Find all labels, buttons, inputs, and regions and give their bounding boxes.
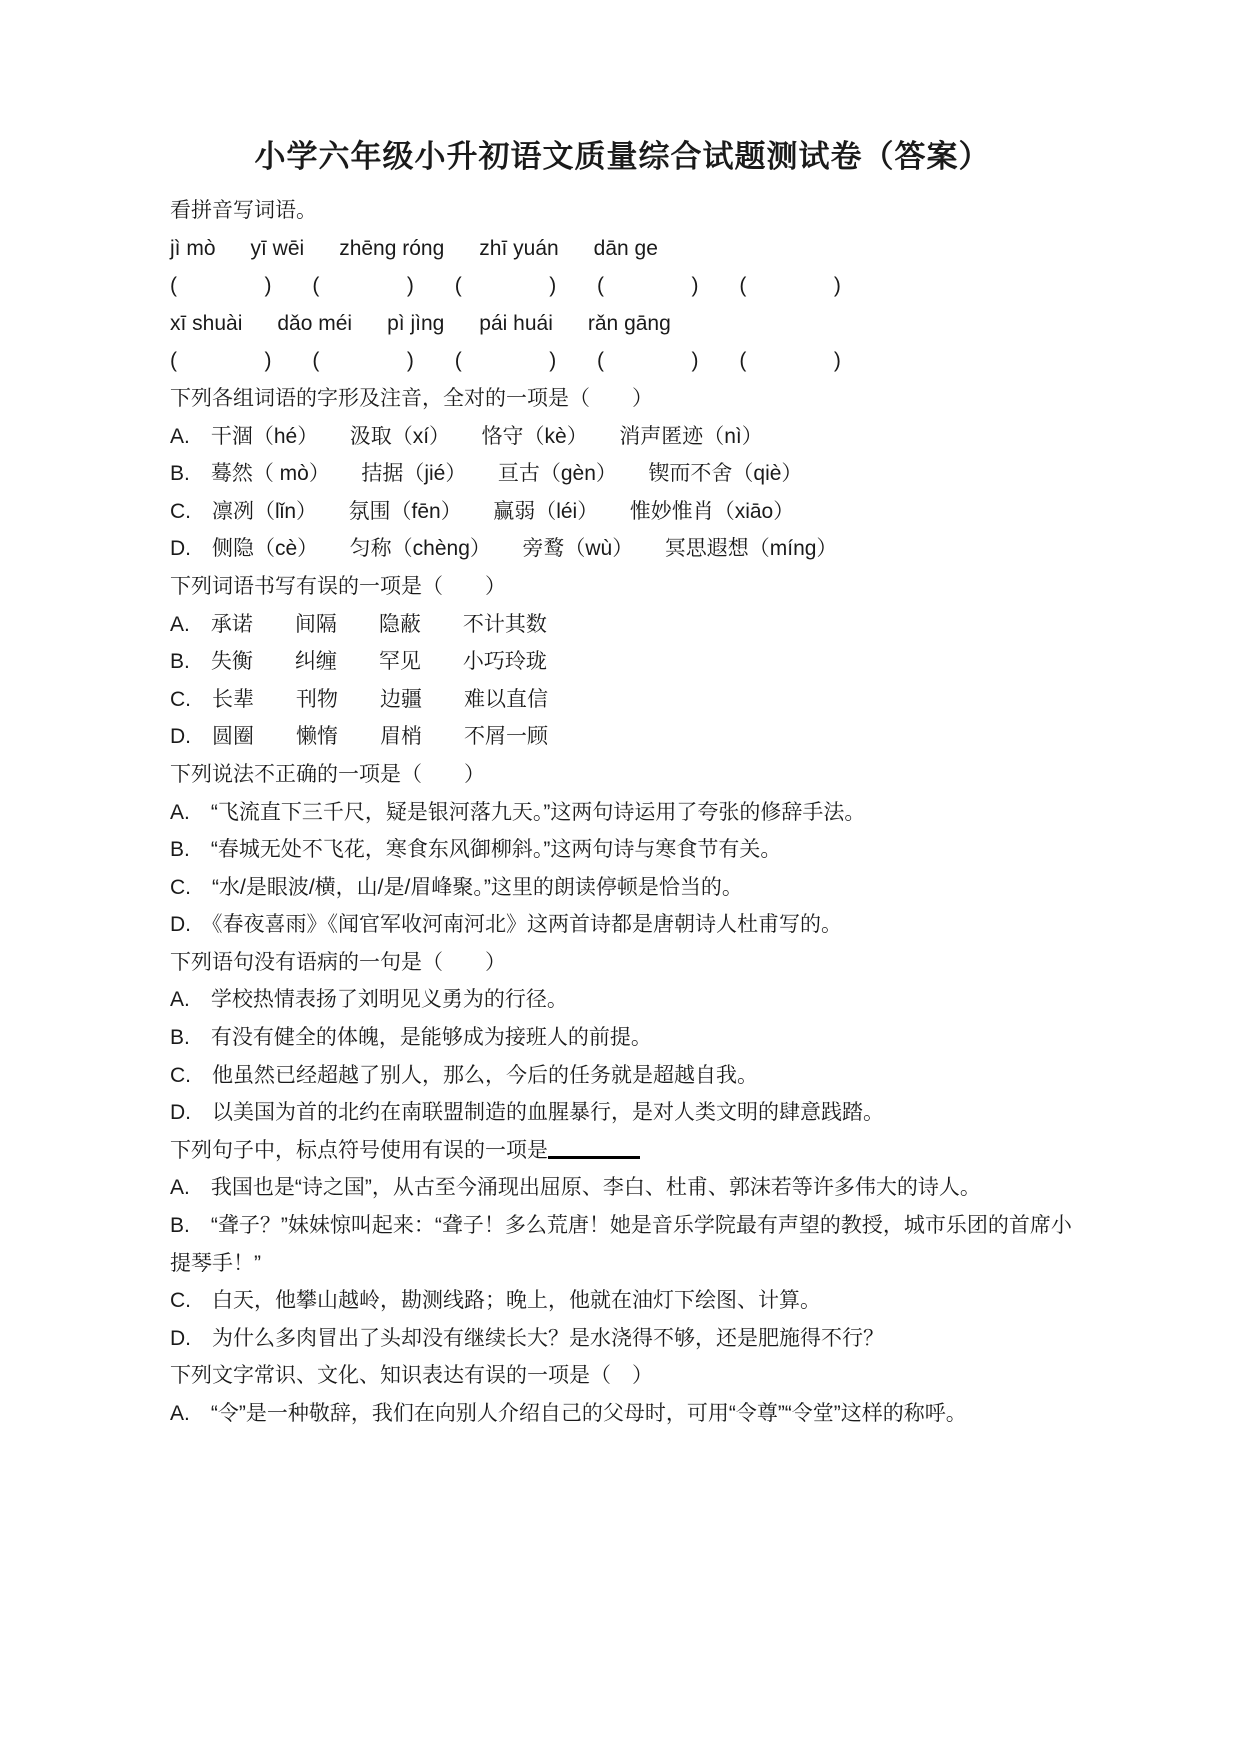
question-5-option-b: B. 有没有健全的体魄，是能够成为接班人的前提。 (170, 1026, 652, 1050)
question-6-option-b: B. “聋子？”妹妹惊叫起来：“聋子！多么荒唐！她是音乐学院最有声望的教授，城市乐团的首席小提琴手！” (170, 1214, 1072, 1275)
question-3-option-a: A. 承诺 间隔 隐蔽 不计其数 (170, 612, 547, 636)
question-3-option-d: D. 圆圈 懒惰 眉梢 不屑一顾 (170, 725, 548, 749)
question-5-option-d: D. 以美国为首的北约在南联盟制造的血腥暴行，是对人类文明的肆意践踏。 (170, 1101, 884, 1125)
document-title: 小学六年级小升初语文质量综合试题测试卷（答案） (254, 139, 991, 174)
question-1-prompt: 看拼音写词语。 (170, 199, 317, 222)
question-6-prompt (170, 1132, 1075, 1170)
answer-blanks-row-1: ( ) ( ) ( ) ( ) ( ) (170, 274, 841, 298)
question-5-prompt: 下列语句没有语病的一句是（ ） (170, 950, 506, 974)
answer-blanks-row-2: ( ) ( ) ( ) ( ) ( ) (170, 349, 841, 373)
question-2-option-b: B. 蓦然（ mò） 拮据（jié） 亘古（gèn） 锲而不舍（qiè） (170, 462, 803, 486)
question-4-option-c: C. “水/是眼波/横，山/是/眉峰聚。”这里的朗读停顿是恰当的。 (170, 875, 743, 899)
question-2-option-d: D. 侧隐（cè） 匀称（chèng） 旁鹜（wù） 冥思遐想（míng） (170, 537, 838, 561)
question-3-option-b: B. 失衡 纠缠 罕见 小巧玲珑 (170, 650, 547, 674)
question-6-option-d: D. 为什么多肉冒出了头却没有继续长大？是水浇得不够，还是肥施得不行？ (170, 1326, 884, 1350)
pinyin-row-2: xī shuài dǎo méi pì jìng pái huái rǎn gāng (170, 311, 671, 335)
question-6-option-c: C. 白天，他攀山越岭，勘测线路；晚上，他就在油灯下绘图、计算。 (170, 1289, 821, 1313)
question-7-prompt: 下列文字常识、文化、知识表达有误的一项是（ ） (170, 1364, 653, 1388)
question-2-option-c: C. 凛冽（lǐn） 氛围（fēn） 赢弱（léi） 惟妙惟肖（xiāo） (170, 499, 795, 523)
question-5-option-a: A. 学校热情表扬了刘明见义勇为的行径。 (170, 988, 568, 1012)
document-content (170, 134, 1075, 1433)
pinyin-row-1: jì mò yī wēi zhēng róng zhī yuán dān ge (170, 236, 658, 260)
question-4-option-d: D. 《春夜喜雨》《闻官军收河南河北》这两首诗都是唐朝诗人杜甫写的。 (170, 913, 842, 937)
question-6-option-a: A. 我国也是“诗之国”，从古至今涌现出屈原、李白、杜甫、郭沫若等许多伟大的诗人。 (170, 1176, 981, 1200)
question-5-option-c: C. 他虽然已经超越了别人，那么，今后的任务就是超越自我。 (170, 1063, 758, 1087)
question-2-prompt: 下列各组词语的字形及注音，全对的一项是（ ） (170, 386, 653, 410)
question-4-option-b: B. “春城无处不飞花，寒食东风御柳斜。”这两句诗与寒食节有关。 (170, 838, 782, 862)
question-2-option-a: A. 干涸（hé） 汲取（xí） 恪守（kè） 消声匿迹（nì） (170, 424, 763, 448)
question-7-option-a: A. “令”是一种敬辞，我们在向别人介绍自己的父母时，可用“令尊”“令堂”这样的称呼。 (170, 1402, 967, 1425)
question-6-prompt-text: 下列句子中，标点符号使用有误的一项是 (170, 1138, 548, 1162)
question-4-prompt: 下列说法不正确的一项是（ ） (170, 762, 485, 786)
question-3-option-c: C. 长辈 刊物 边疆 难以直信 (170, 687, 548, 711)
question-3-prompt: 下列词语书写有误的一项是（ ） (170, 574, 506, 598)
question-4-option-a: A. “飞流直下三千尺，疑是银河落九天。”这两句诗运用了夸张的修辞手法。 (170, 800, 866, 824)
answer-blank (548, 1156, 640, 1159)
